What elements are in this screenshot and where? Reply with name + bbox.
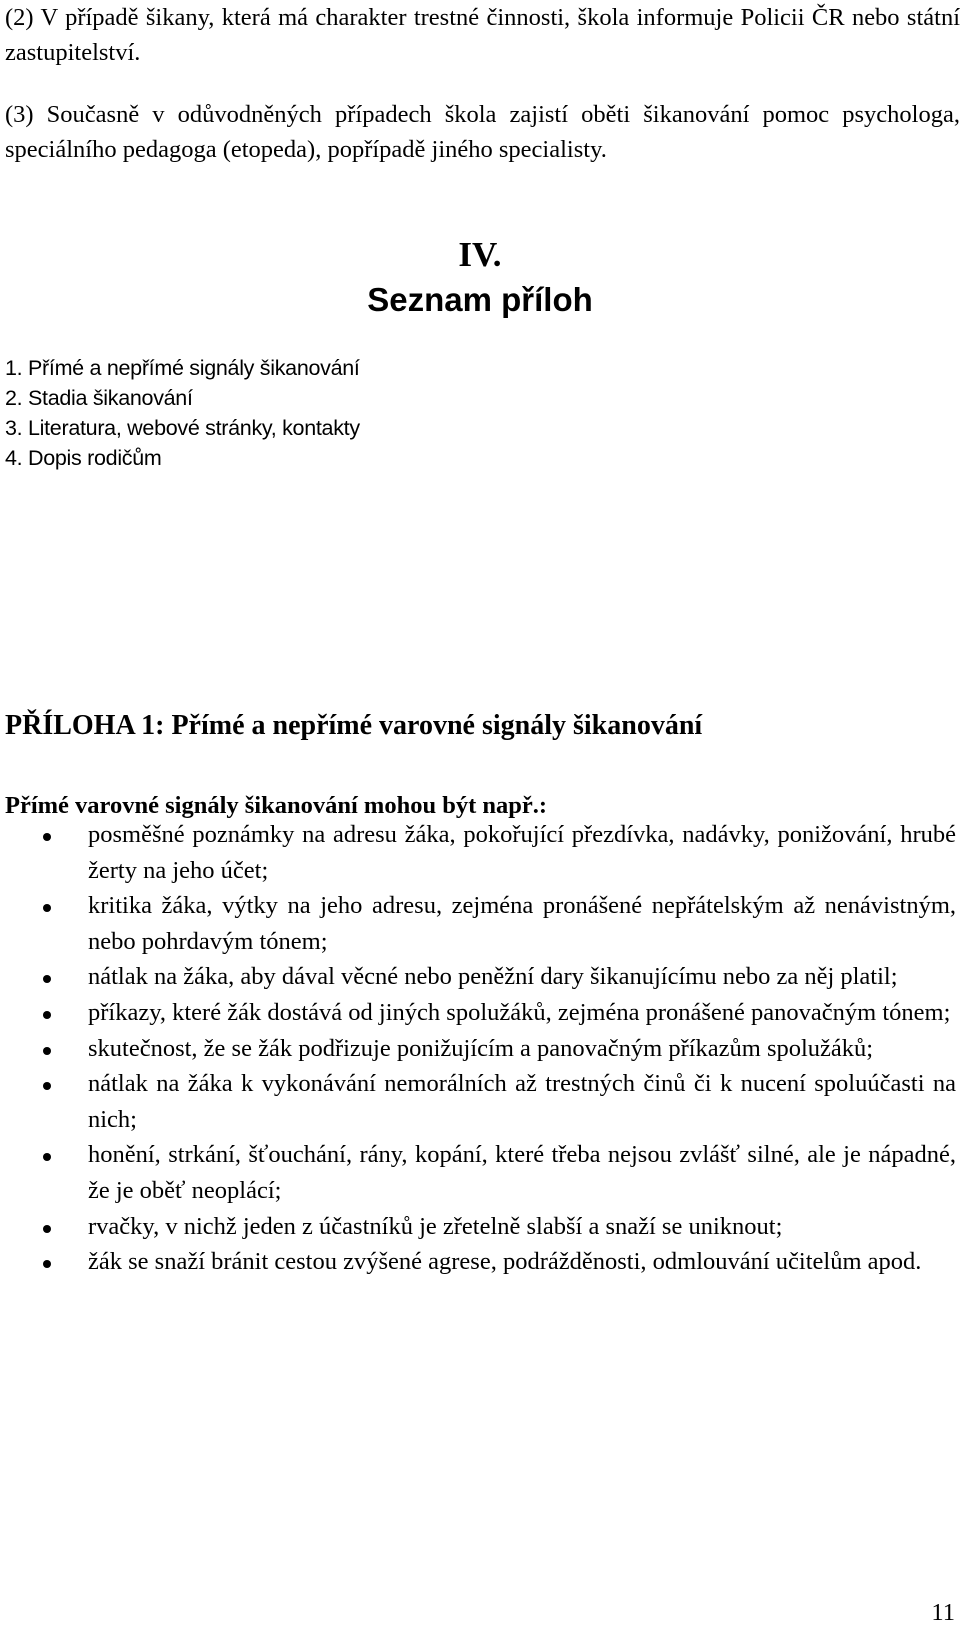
signal-text: kritika žáka, výtky na jeho adresu, zejména pronášené nepřátelským až nenávistným, nebo pohrdavým tónem; bbox=[88, 892, 956, 955]
annex-list-item: 3. Literatura, webové stránky, kontakty bbox=[5, 416, 360, 440]
signals-intro: Přímé varovné signály šikanování mohou být např.: bbox=[5, 792, 548, 819]
signal-item bbox=[0, 1066, 960, 1137]
signal-item bbox=[0, 995, 960, 1031]
page-number: 11 bbox=[931, 1599, 955, 1626]
bullet-icon bbox=[43, 904, 51, 912]
signal-item bbox=[0, 888, 960, 959]
signals-list bbox=[0, 817, 960, 1280]
signal-text: žák se snaží bránit cestou zvýšené agrese, podrážděnosti, odmlouvání učitelům apod. bbox=[88, 1248, 922, 1276]
bullet-icon bbox=[43, 975, 51, 983]
bullet-icon bbox=[43, 833, 51, 841]
section-number-text: IV. bbox=[458, 235, 502, 274]
section-title: Seznam příloh bbox=[367, 281, 593, 318]
bullet-icon bbox=[43, 1011, 51, 1019]
bullet-icon bbox=[43, 1260, 51, 1268]
annex-title: PŘÍLOHA 1: Přímé a nepřímé varovné signály šikanování bbox=[5, 710, 703, 741]
signal-item bbox=[0, 1209, 960, 1245]
signal-item bbox=[0, 1137, 960, 1208]
bullet-icon bbox=[43, 1047, 51, 1055]
annex-list-item: 4. Dopis rodičům bbox=[5, 446, 162, 470]
signal-item bbox=[0, 1244, 960, 1280]
signal-text: příkazy, které žák dostává od jiných spolužáků, zejména pronášené panovačným tónem; bbox=[88, 998, 951, 1026]
paragraph-victim-support: (3) Současně v odůvodněných případech škola zajistí oběti šikanování pomoc psychologa, speciálního pedagoga (etopeda), popřípadě jiného specialisty. bbox=[5, 101, 960, 163]
signal-text: rvačky, v nichž jeden z účastníků je zřetelně slabší a snaží se uniknout; bbox=[88, 1212, 783, 1240]
signal-item bbox=[0, 817, 960, 888]
annex-list bbox=[5, 353, 360, 473]
signal-item bbox=[0, 1031, 960, 1067]
paragraph-police-notification: (2) V případě šikany, která má charakter trestné činnosti, škola informuje Policii ČR nebo státní zastupitelství. bbox=[5, 4, 960, 66]
signal-item bbox=[0, 959, 960, 995]
signal-text: posměšné poznámky na adresu žáka, pokořující přezdívka, nadávky, ponižování, hrubé žerty na jeho účet; bbox=[88, 821, 956, 884]
bullet-icon bbox=[43, 1153, 51, 1161]
bullet-icon bbox=[43, 1225, 51, 1233]
signal-text: nátlak na žáka, aby dával věcné nebo peněžní dary šikanujícímu nebo za něj platil; bbox=[88, 963, 898, 991]
signal-text: honění, strkání, šťouchání, rány, kopání, které třeba nejsou zvlášť silné, ale je nápadné, že je oběť neoplácí; bbox=[88, 1141, 956, 1204]
annex-list-item: 1. Přímé a nepřímé signály šikanování bbox=[5, 356, 360, 380]
annex-list-item: 2. Stadia šikanování bbox=[5, 386, 193, 410]
signal-text: nátlak na žáka k vykonávání nemorálních až trestných činů či k nucení spoluúčasti na nich; bbox=[88, 1070, 956, 1133]
bullet-icon bbox=[43, 1082, 51, 1090]
signal-text: skutečnost, že se žák podřizuje ponižujícím a panovačným příkazům spolužáků; bbox=[88, 1034, 874, 1062]
section-number bbox=[0, 235, 960, 275]
